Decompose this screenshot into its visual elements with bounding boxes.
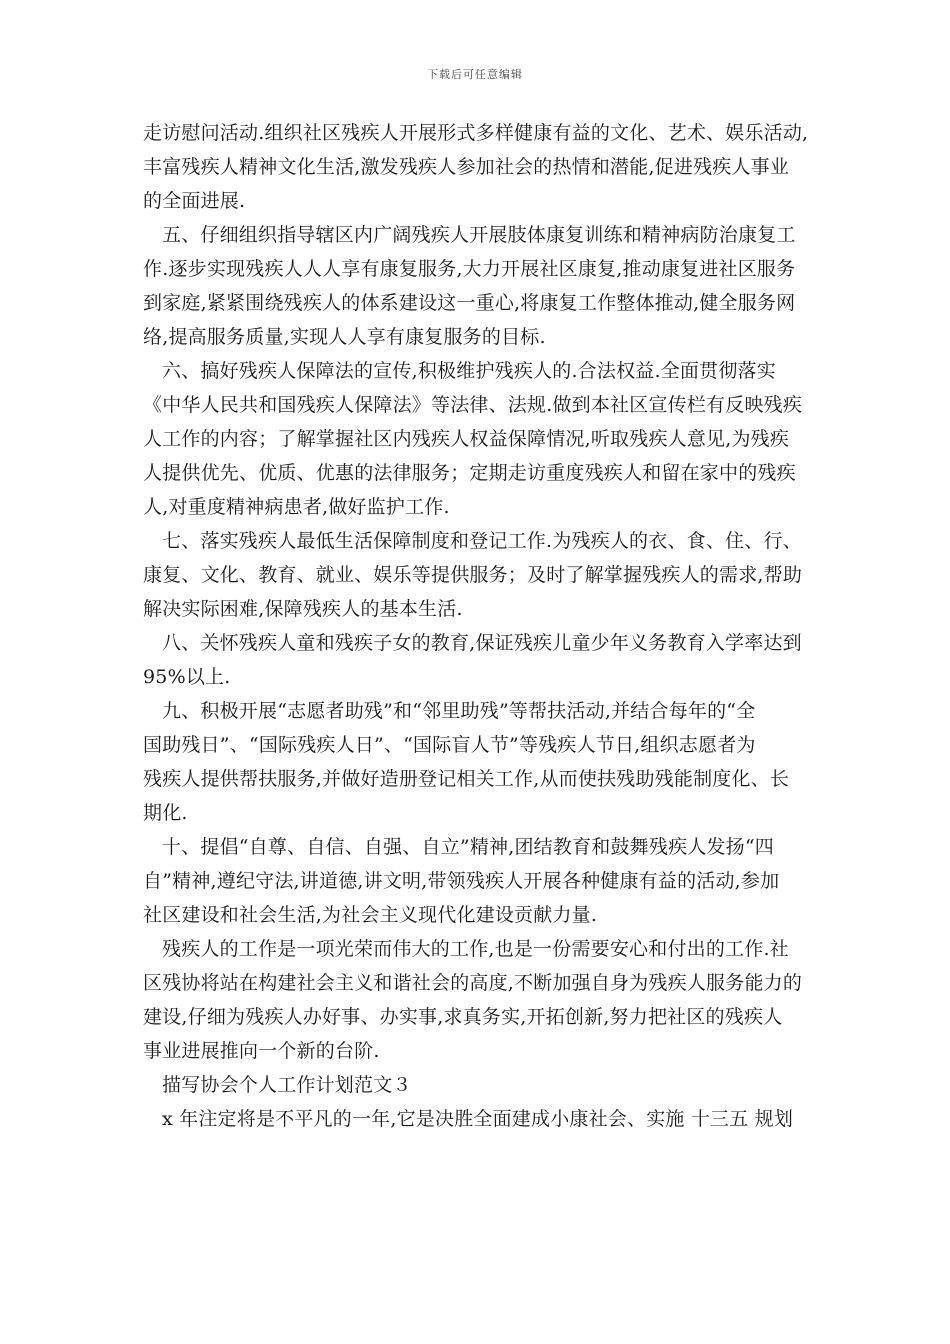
text-line: 十、提倡“自尊、自信、自强、自立”精神,团结教育和鼓舞残疾人发扬“四	[162, 836, 774, 858]
text-line: 社区建设和社会生活,为社会主义现代化建设贡献力量.	[143, 904, 598, 926]
text-line: 建设,仔细为残疾人办好事、办实事,求真务实,开拓创新,努力把社区的残疾人	[143, 1006, 783, 1028]
text-line: 络,提高服务质量,实现人人享有康复服务的目标.	[143, 326, 546, 348]
text-line: 事业进展推向一个新的台阶.	[143, 1040, 380, 1062]
text-line: 五、仔细组织指导辖区内广阔残疾人开展肢体康复训练和精神病防治康复工	[162, 224, 796, 246]
text-line: 残疾人提供帮扶服务,并做好造册登记相关工作,从而使扶残助残能制度化、长	[143, 768, 790, 790]
text-line: 95%以上.	[143, 666, 231, 688]
text-line: 人工作的内容；了解掌握社区内残疾人权益保障情况,听取残疾人意见,为残疾	[143, 428, 790, 450]
text-line: 九、积极开展“志愿者助残”和“邻里助残”等帮扶活动,并结合每年的“全	[162, 700, 756, 722]
text-line: 区残协将站在构建社会主义和谐社会的高度,不断加强自身为残疾人服务能力的	[143, 972, 803, 994]
page-header: 下载后可任意编辑	[427, 68, 523, 81]
text-line: 六、搞好残疾人保障法的宣传,积极维护残疾人的.合法权益.全面贯彻落实	[162, 360, 776, 382]
document-body	[143, 116, 811, 1136]
text-line: 《中华人民共和国残疾人保障法》等法律、法规.做到本社区宣传栏有反映残疾	[143, 394, 803, 416]
text-line: 走访慰问活动.组织社区残疾人开展形式多样健康有益的文化、艺术、娱乐活动,	[143, 122, 809, 144]
text-line: 解决实际困难,保障残疾人的基本生活.	[143, 598, 463, 620]
text-line: 描写协会个人工作计划范文３	[162, 1074, 412, 1096]
text-line: 残疾人的工作是一项光荣而伟大的工作,也是一份需要安心和付出的工作.社	[162, 938, 789, 960]
text-line: 七、落实残疾人最低生活保障制度和登记工作.为残疾人的衣、食、住、行、	[162, 530, 802, 552]
text-line: 人提供优先、优质、优惠的法律服务；定期走访重度残疾人和留在家中的残疾	[143, 462, 796, 484]
text-line: 到家庭,紧紧围绕残疾人的体系建设这一重心,将康复工作整体推动,健全服务网	[143, 292, 796, 314]
text-line: 期化.	[143, 802, 188, 824]
text-line: 的全面进展.	[143, 190, 246, 212]
text-line: 作.逐步实现残疾人人人享有康复服务,大力开展社区康复,推动康复进社区服务	[143, 258, 796, 280]
text-line: x 年注定将是不平凡的一年,它是决胜全面建成小康社会、实施 十三五 规划	[162, 1108, 794, 1130]
text-line: 自”精神,遵纪守法,讲道德,讲文明,带领残疾人开展各种健康有益的活动,参加	[143, 870, 780, 892]
text-line: 国助残日”、“国际残疾人日”、“国际盲人节”等残疾人节日,组织志愿者为	[143, 734, 756, 756]
text-line: 康复、文化、教育、就业、娱乐等提供服务；及时了解掌握残疾人的需求,帮助	[143, 564, 803, 586]
text-line: 人,对重度精神病患者,做好监护工作.	[143, 496, 450, 518]
text-line: 丰富残疾人精神文化生活,激发残疾人参加社会的热情和潜能,促进残疾人事业	[143, 156, 790, 178]
text-line: 八、关怀残疾人童和残疾子女的教育,保证残疾儿童少年义务教育入学率达到	[162, 632, 802, 654]
